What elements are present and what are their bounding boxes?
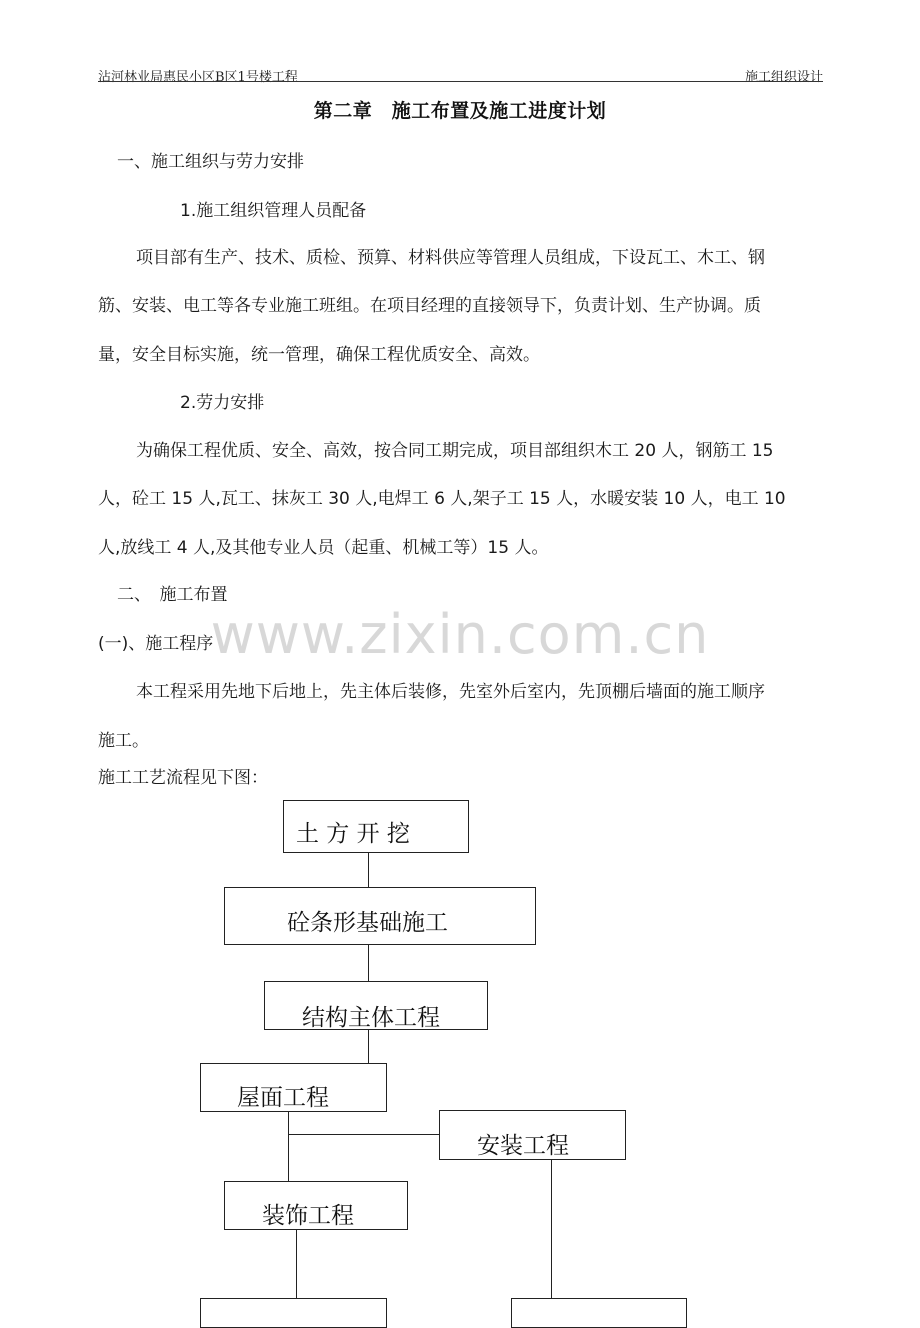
flow-label-decoration: 装饰工程 [262, 1203, 354, 1229]
connector-structure-roofing [368, 1029, 369, 1064]
paragraph-1-line-3: 量，安全目标实施，统一管理，确保工程优质安全、高效。 [98, 345, 540, 365]
header-project-name: 沾河林业局惠民小区B区1号楼工程 [98, 70, 298, 85]
connector-roofing-installation [288, 1134, 439, 1135]
flowchart-intro: 施工工艺流程见下图： [98, 768, 268, 788]
subheading-1: 1.施工组织管理人员配备 [180, 201, 367, 221]
chapter-title: 第二章 施工布置及施工进度计划 [313, 100, 607, 122]
flow-box-structure [264, 981, 488, 1030]
flow-label-installation: 安装工程 [477, 1133, 569, 1159]
header-divider [98, 81, 823, 82]
paragraph-1-line-2: 筋、安装、电工等各专业施工班组。在项目经理的直接领导下，负责计划、生产协调。质 [98, 296, 761, 316]
section-heading-2: 二、 施工布置 [117, 585, 228, 605]
connector-roofing-decoration [288, 1111, 289, 1182]
flow-box-installation [439, 1110, 626, 1160]
flow-box-bottom-left [200, 1298, 387, 1328]
flow-label-foundation: 砼条形基础施工 [287, 910, 448, 936]
connector-installation-down [551, 1159, 552, 1300]
flow-label-roofing: 屋面工程 [237, 1085, 329, 1111]
paragraph-2-line-3: 人,放线工 4 人,及其他专业人员（起重、机械工等）15 人。 [98, 538, 549, 558]
flow-box-bottom-right [511, 1298, 687, 1328]
paragraph-1-line-1: 项目部有生产、技术、质检、预算、材料供应等管理人员组成，下设瓦工、木工、钢 [136, 248, 765, 268]
section-heading-1: 一、施工组织与劳力安排 [117, 152, 304, 172]
flow-label-earthwork: 土 方 开 挖 [296, 821, 410, 847]
flow-box-roofing [200, 1063, 387, 1112]
connector-foundation-structure [368, 944, 369, 982]
subheading-2: 2.劳力安排 [180, 393, 265, 413]
flow-box-foundation [224, 887, 536, 945]
header-doc-type: 施工组织设计 [744, 70, 823, 85]
subheading-3: (一)、施工程序 [98, 634, 214, 654]
paragraph-2-line-1: 为确保工程优质、安全、高效，按合同工期完成，项目部组织木工 20 人，钢筋工 15 [136, 441, 774, 461]
paragraph-2-line-2: 人，砼工 15 人,瓦工、抹灰工 30 人,电焊工 6 人,架子工 15 人，水暖安装 10 人，电工 10 [98, 489, 786, 509]
paragraph-3-line-1: 本工程采用先地下后地上，先主体后装修，先室外后室内，先顶棚后墙面的施工顺序 [136, 682, 765, 702]
flow-label-structure: 结构主体工程 [302, 1005, 440, 1031]
watermark: www.zixin.com.cn [210, 603, 710, 666]
paragraph-3-line-2: 施工。 [98, 731, 149, 751]
flow-box-earthwork [283, 800, 469, 853]
connector-earthwork-foundation [368, 852, 369, 888]
flow-box-decoration [224, 1181, 408, 1230]
connector-decoration-down [296, 1229, 297, 1298]
